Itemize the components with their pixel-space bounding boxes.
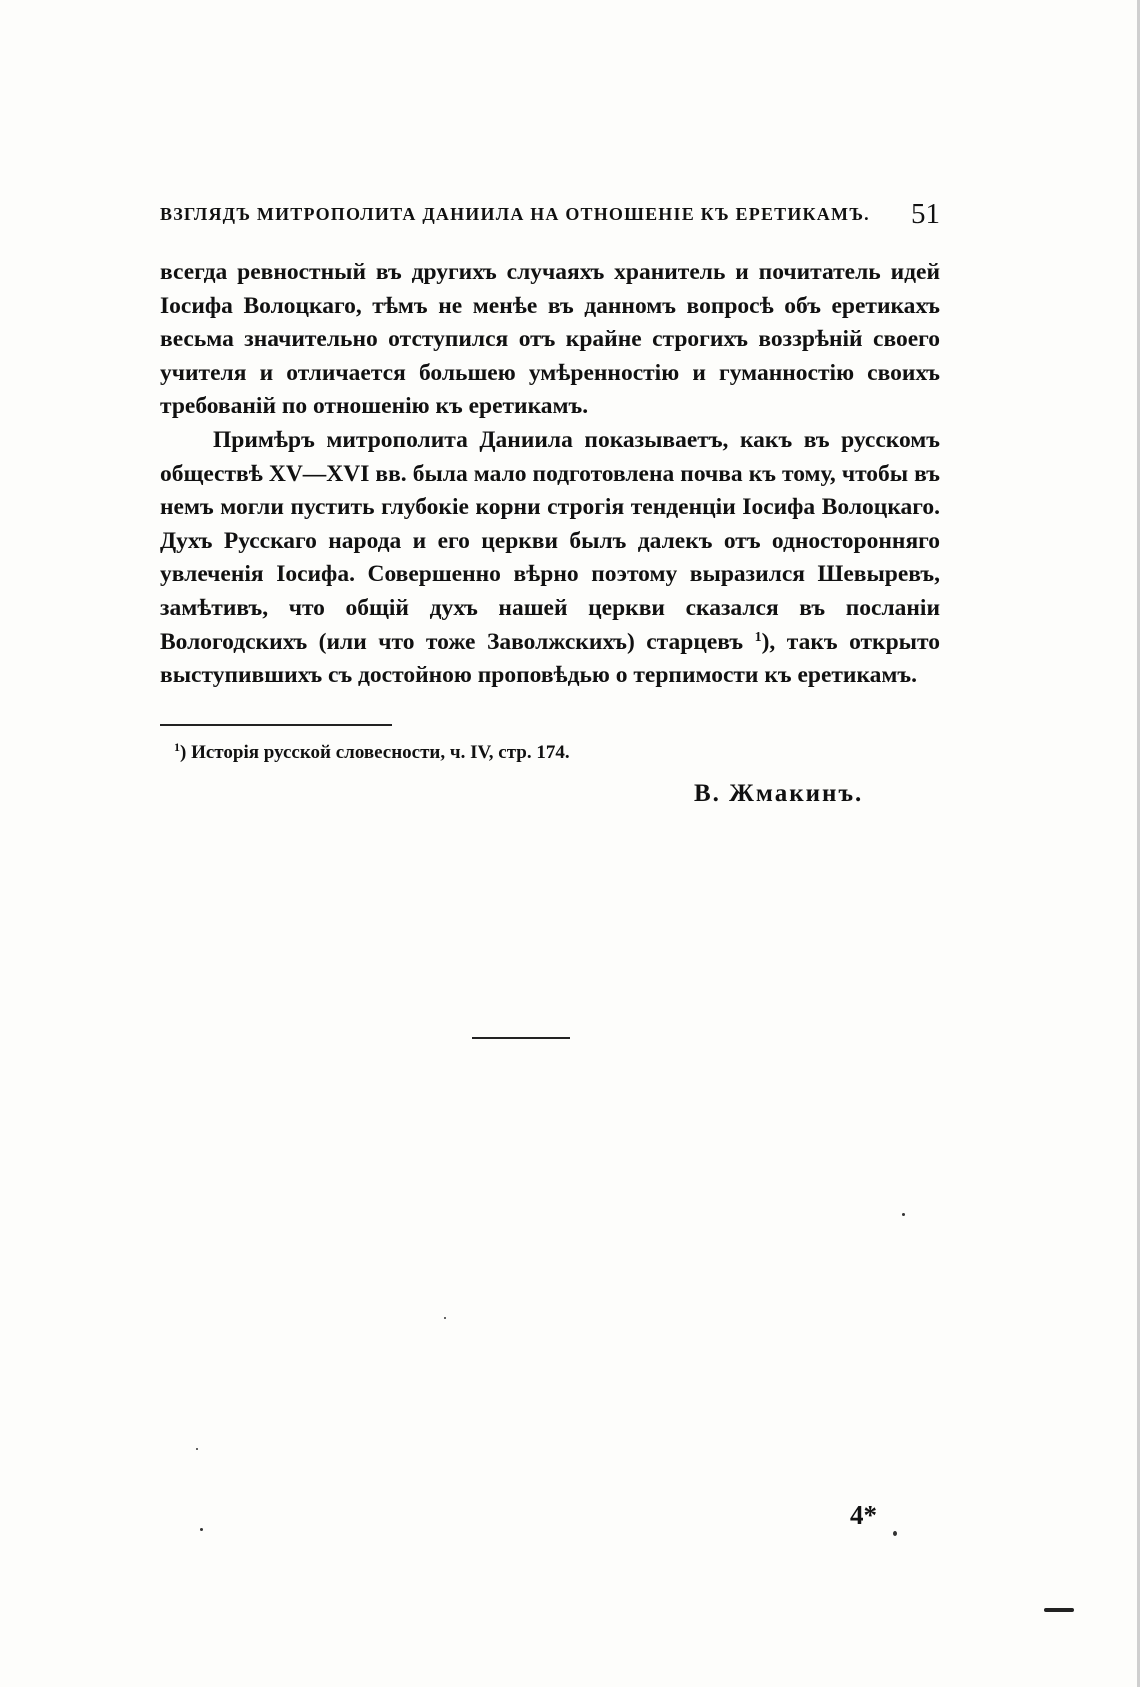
footnote-reference: 1 — [754, 629, 762, 645]
paragraph-2 — [160, 424, 940, 693]
paper-speck — [200, 1528, 203, 1531]
paragraph-2-text-end: ), такъ открыто выступившихъ съ достойною проповѣдью о терпимости къ еретикамъ. — [160, 628, 940, 689]
printers-signature-mark: 4* — [850, 1500, 877, 1530]
end-divider — [472, 1037, 570, 1039]
running-title: ВЗГЛЯДЪ МИТРОПОЛИТА ДАНИИЛА НА ОТНОШЕНІЕ КЪ ЕРЕТИКАМЪ. — [160, 204, 870, 224]
footnote-text: ) Исторія русской словесности, ч. IV, стр. 174. — [180, 742, 570, 763]
paper-speck — [444, 1317, 446, 1319]
paragraph-1: всегда ревностный въ другихъ случаяхъ хранитель и почитатель идей Іосифа Волоцкаго, тѣмъ не менѣе въ данномъ вопросѣ объ еретикахъ весьма значительно отступился отъ крайне строгихъ воззрѣній своего учителя и отличается большею умѣренностію и гуманностію своихъ требованій по отношенію къ еретикамъ. — [160, 259, 940, 420]
paper-speck — [902, 1213, 905, 1216]
paragraph-2-text: Примѣръ митрополита Даниила показываетъ, какъ въ русскомъ обществѣ XV—XVI вв. была мало подготовлена почва къ тому, чтобы въ немъ могли пустить глубокіе корни строгія тенденціи Іосифа Волоцкаго. Духъ Русскаго народа и его церкви былъ далекъ отъ односторонняго увлеченія Іосифа. Совершенно вѣрно поэтому выразился Шевыревъ, замѣтивъ, что общій духъ нашей церкви сказался въ посланіи Вологодскихъ (или что тоже Заволжскихъ) старцевъ — [160, 426, 940, 655]
main-text — [160, 256, 940, 693]
edge-mark — [1044, 1608, 1074, 1612]
paper-speck — [196, 1448, 198, 1450]
footnote-divider — [160, 724, 392, 726]
footnote-mark: 1 — [174, 740, 180, 754]
author-signature: В. Жмакинъ. — [694, 780, 864, 807]
paper-speck — [893, 1531, 897, 1536]
page-number: 51 — [911, 198, 940, 230]
page-header — [160, 198, 940, 232]
footnote — [174, 742, 570, 764]
